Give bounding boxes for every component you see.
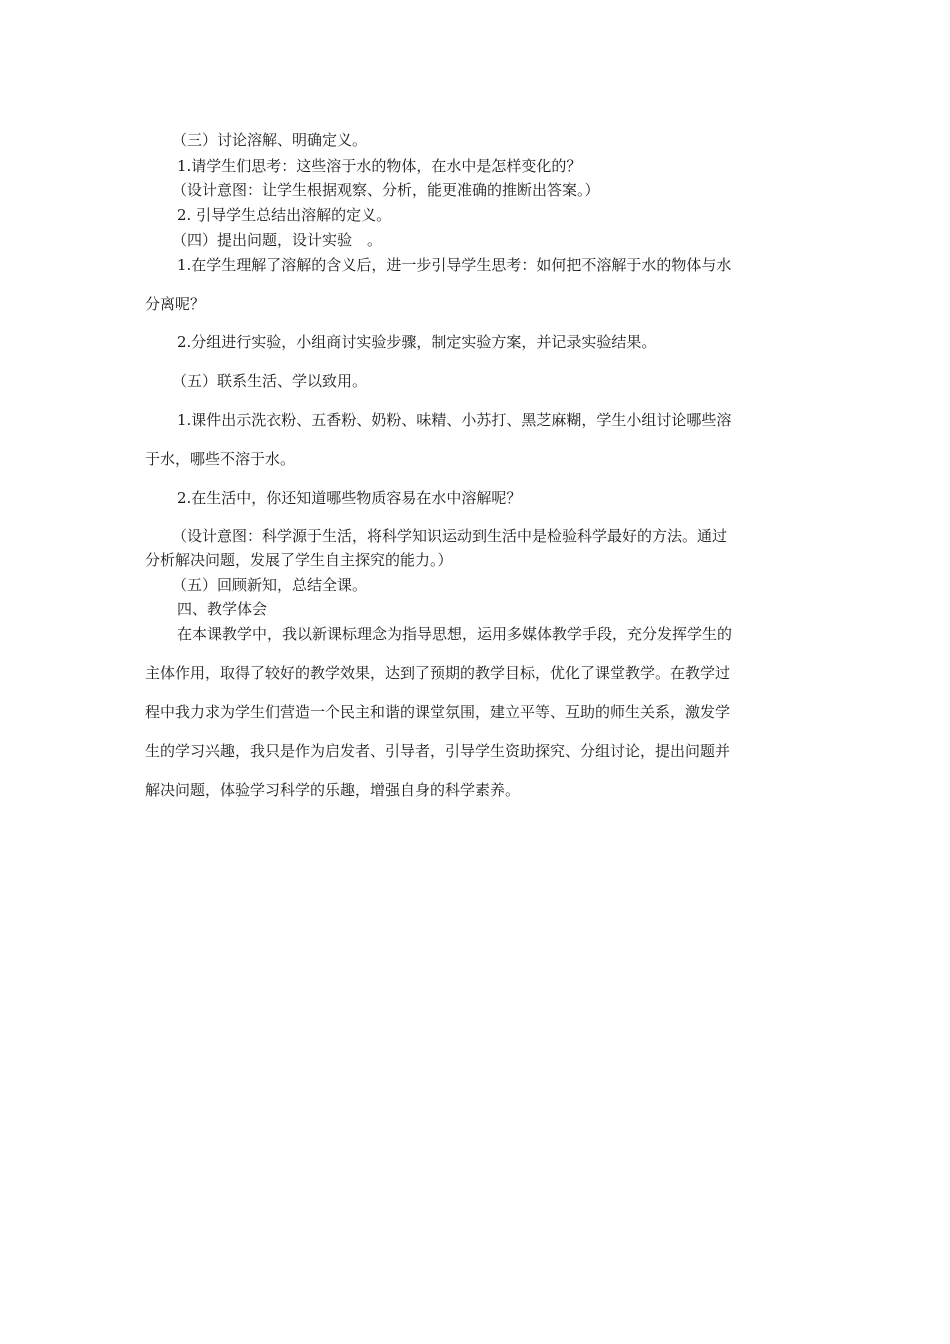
section-heading-review: （五）回顾新知，总结全课。 [172,576,368,594]
section-heading-life-application: （五）联系生活、学以致用。 [172,372,368,390]
text-line: 1.在学生理解了溶解的含义后，进一步引导学生思考：如何把不溶解于水的物体与水 [177,256,732,274]
text-line: 2. 引导学生总结出溶解的定义。 [177,206,392,224]
section-heading-teaching-reflection: 四、教学体会 [177,600,268,618]
text-line-continuation: 程中我力求为学生们营造一个民主和谐的课堂氛围，建立平等、互助的师生关系，激发学 [145,703,731,721]
section-heading-experiment: （四）提出问题，设计实验 。 [172,231,383,249]
text-line-continuation: 于水，哪些不溶于水。 [145,450,296,468]
text-line: 2.分组进行实验，小组商讨实验步骤，制定实验方案，并记录实验结果。 [177,333,657,351]
text-line: 在本课教学中，我以新课标理念为指导思想，运用多媒体教学手段，充分发挥学生的 [177,625,733,643]
design-intent-note: （设计意图：让学生根据观察、分析，能更准确的推断出答案。） [172,181,600,199]
text-line: 1.课件出示洗衣粉、五香粉、奶粉、味精、小苏打、黑芝麻糊，学生小组讨论哪些溶 [177,411,732,429]
text-line: 1.请学生们思考：这些溶于水的物体，在水中是怎样变化的？ [177,157,582,175]
text-line: 2.在生活中，你还知道哪些物质容易在水中溶解呢？ [177,489,522,507]
text-line-continuation: 解决问题，体验学习科学的乐趣，增强自身的科学素养。 [145,781,521,799]
text-line-continuation: 主体作用，取得了较好的教学效果，达到了预期的教学目标，优化了课堂教学。在教学过 [145,664,731,682]
design-intent-note: （设计意图：科学源于生活，将科学知识运动到生活中是检验科学最好的方法。通过 [172,527,728,545]
text-line-continuation: 分析解决问题，发展了学生自主探究的能力。） [145,551,453,569]
text-line-continuation: 分离呢？ [145,295,206,313]
text-line-continuation: 生的学习兴趣，我只是作为启发者、引导者，引导学生资助探究、分组讨论，提出问题并 [145,742,731,760]
section-heading-discuss-dissolving: （三）讨论溶解、明确定义。 [172,131,368,149]
